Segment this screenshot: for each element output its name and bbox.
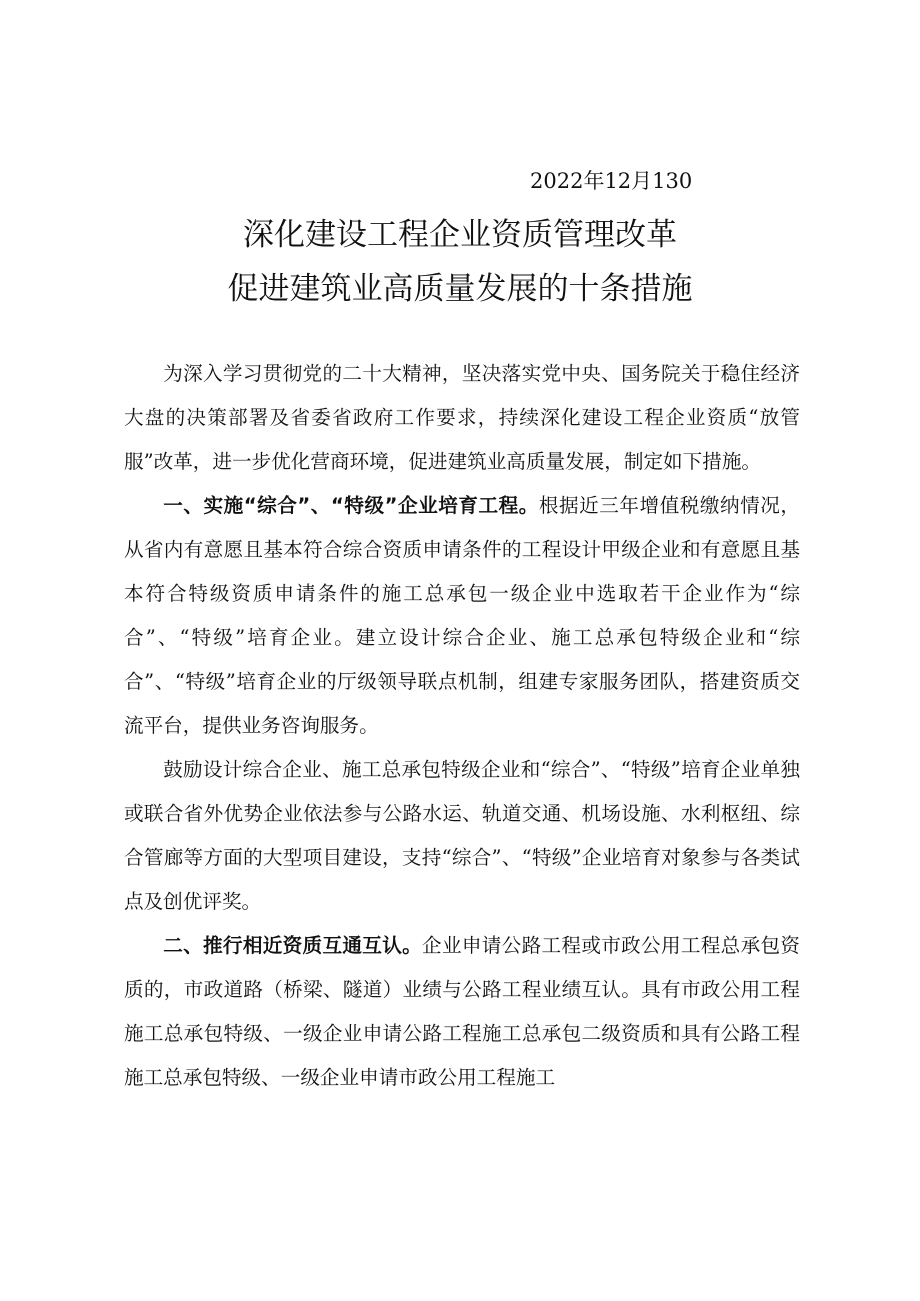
paragraph-text: 企业申请公路工程或市政公用工程总承包资质的，市政道路（桥梁、隧道）业绩与公路工程业绩互认。具有市政公用工程施工总承包特级、一级企业申请公路工程施工总承包二级资质和具有公路工程施工总承包特级、一级企业申请市政公用工程施工 bbox=[124, 934, 801, 1089]
title-line-1: 深化建设工程企业资质管理改革 bbox=[243, 217, 677, 253]
paragraph-measure-1-cont bbox=[124, 748, 800, 924]
paragraph-measure-2 bbox=[124, 924, 800, 1100]
paragraph-text: 根据近三年增值税缴纳情况，从省内有意愿且基本符合综合资质申请条件的工程设计甲级企业和有意愿且基本符合特级资质申请条件的施工总承包一级企业中选取若干企业作为“综合”、“特级”培育企业。建立设计综合企业、施工总承包特级企业和“综合”、“特级”培育企业的厅级领导联点机制，组建专家服务团队，搭建资质交流平台，提供业务咨询服务。 bbox=[124, 494, 800, 737]
document-title bbox=[60, 208, 860, 316]
measure-heading: 一、实施“综合”、“特级”企业培育工程。 bbox=[163, 494, 539, 517]
document-date: 2022年12月130 bbox=[530, 169, 693, 193]
paragraph-text: 鼓励设计综合企业、施工总承包特级企业和“综合”、“特级”培育企业单独或联合省外优势企业依法参与公路水运、轨道交通、机场设施、水利枢纽、综合管廊等方面的大型项目建设，支持“综合”、“特级”企业培育对象参与各类试点及创优评奖。 bbox=[124, 758, 800, 913]
measure-heading: 二、推行相近资质互通互认。 bbox=[163, 934, 423, 957]
paragraph-measure-1 bbox=[124, 484, 800, 748]
paragraph-intro bbox=[124, 352, 800, 484]
title-line-2: 促进建筑业高质量发展的十条措施 bbox=[227, 271, 693, 307]
document-body bbox=[124, 352, 800, 1100]
paragraph-text: 为深入学习贯彻党的二十大精神，坚决落实党中央、国务院关于稳住经济大盘的决策部署及省委省政府工作要求，持续深化建设工程企业资质“放管服”改革，进一步优化营商环境，促进建筑业高质量发展，制定如下措施。 bbox=[124, 362, 800, 473]
